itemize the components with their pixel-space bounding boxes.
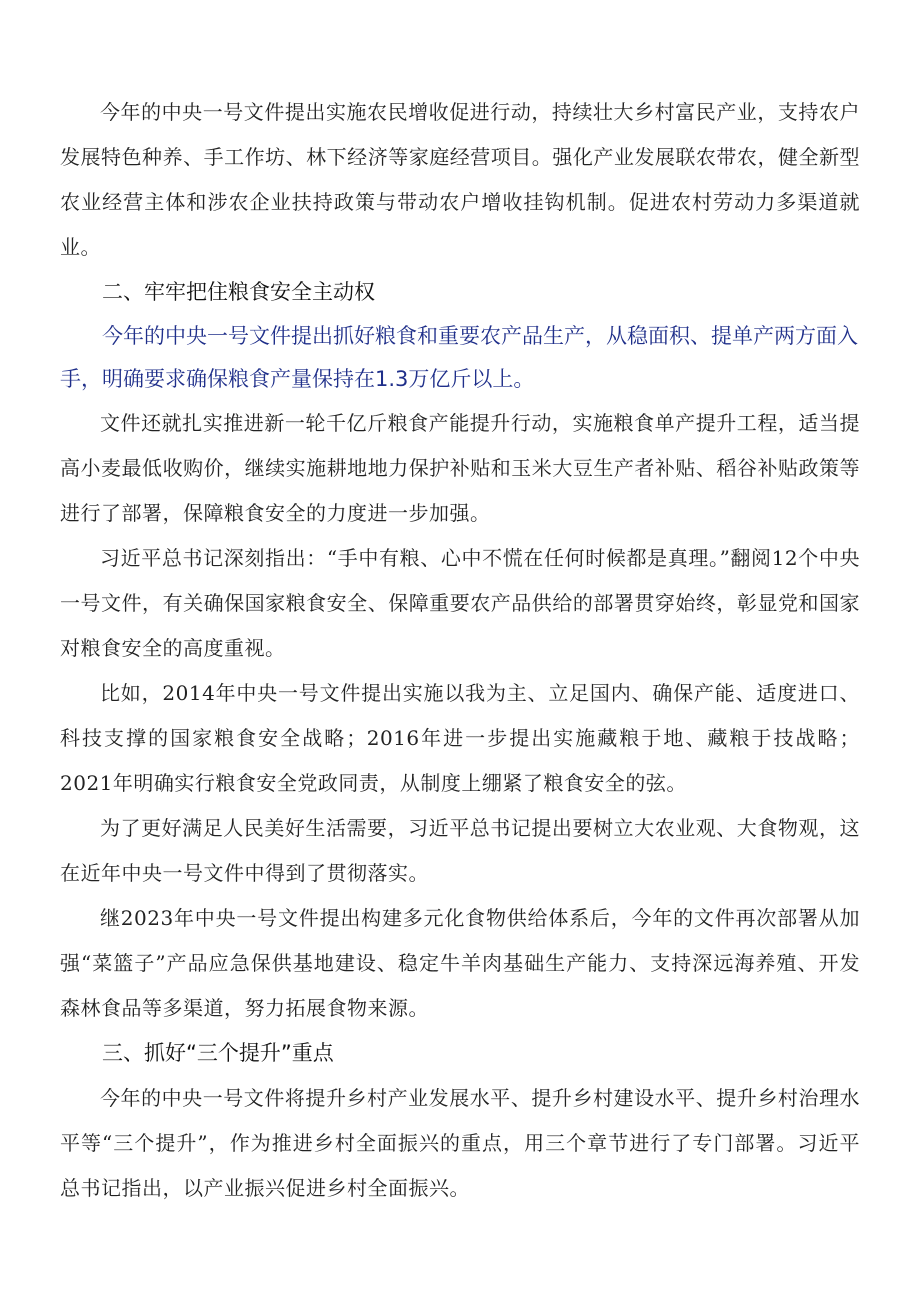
document-body <box>60 90 860 1211</box>
section-2-paragraph-1: 文件还就扎实推进新一轮千亿斤粮食产能提升行动，实施粮食单产提升工程，适当提高小麦最低收购价，继续实施耕地地力保护补贴和玉米大豆生产者补贴、稻谷补贴政策等进行了部署，保障粮食安全的力度进一步加强。 <box>60 411 860 525</box>
section-3-heading: 三、抓好“三个提升”重点 <box>102 1041 334 1065</box>
section-2-paragraph-2: 习近平总书记深刻指出：“手中有粮、心中不慌在任何时候都是真理。”翻阅12个中央一号文件，有关确保国家粮食安全、保障重要农产品供给的部署贯穿始终，彰显党和国家对粮食安全的高度重视。 <box>60 546 860 660</box>
section-2-highlight-paragraph: 今年的中央一号文件提出抓好粮食和重要农产品生产，从稳面积、提单产两方面入手，明确要求确保粮食产量保持在1.3万亿斤以上。 <box>60 324 858 391</box>
section-2-paragraph-3: 比如，2014年中央一号文件提出实施以我为主、立足国内、确保产能、适度进口、科技支撑的国家粮食安全战略；2016年进一步提出实施藏粮于地、藏粮于技战略；2021年明确实行粮食安全党政同责，从制度上绷紧了粮食安全的弦。 <box>60 681 860 795</box>
section-2-paragraph-4: 为了更好满足人民美好生活需要，习近平总书记提出要树立大农业观、大食物观，这在近年中央一号文件中得到了贯彻落实。 <box>60 816 860 885</box>
section-3-paragraph-1: 今年的中央一号文件将提升乡村产业发展水平、提升乡村建设水平、提升乡村治理水平等“三个提升”，作为推进乡村全面振兴的重点，用三个章节进行了专门部署。习近平总书记指出，以产业振兴促进乡村全面振兴。 <box>60 1086 860 1200</box>
section-2-heading: 二、牢牢把住粮食安全主动权 <box>102 280 375 304</box>
section-2-paragraph-5: 继2023年中央一号文件提出构建多元化食物供给体系后，今年的文件再次部署从加强“菜篮子”产品应急保供基地建设、稳定牛羊肉基础生产能力、支持深远海养殖、开发森林食品等多渠道，努力拓展食物来源。 <box>60 906 860 1020</box>
intro-paragraph: 今年的中央一号文件提出实施农民增收促进行动，持续壮大乡村富民产业，支持农户发展特色种养、手工作坊、林下经济等家庭经营项目。强化产业发展联农带农，健全新型农业经营主体和涉农企业扶持政策与带动农户增收挂钩机制。促进农村劳动力多渠道就业。 <box>60 100 860 259</box>
